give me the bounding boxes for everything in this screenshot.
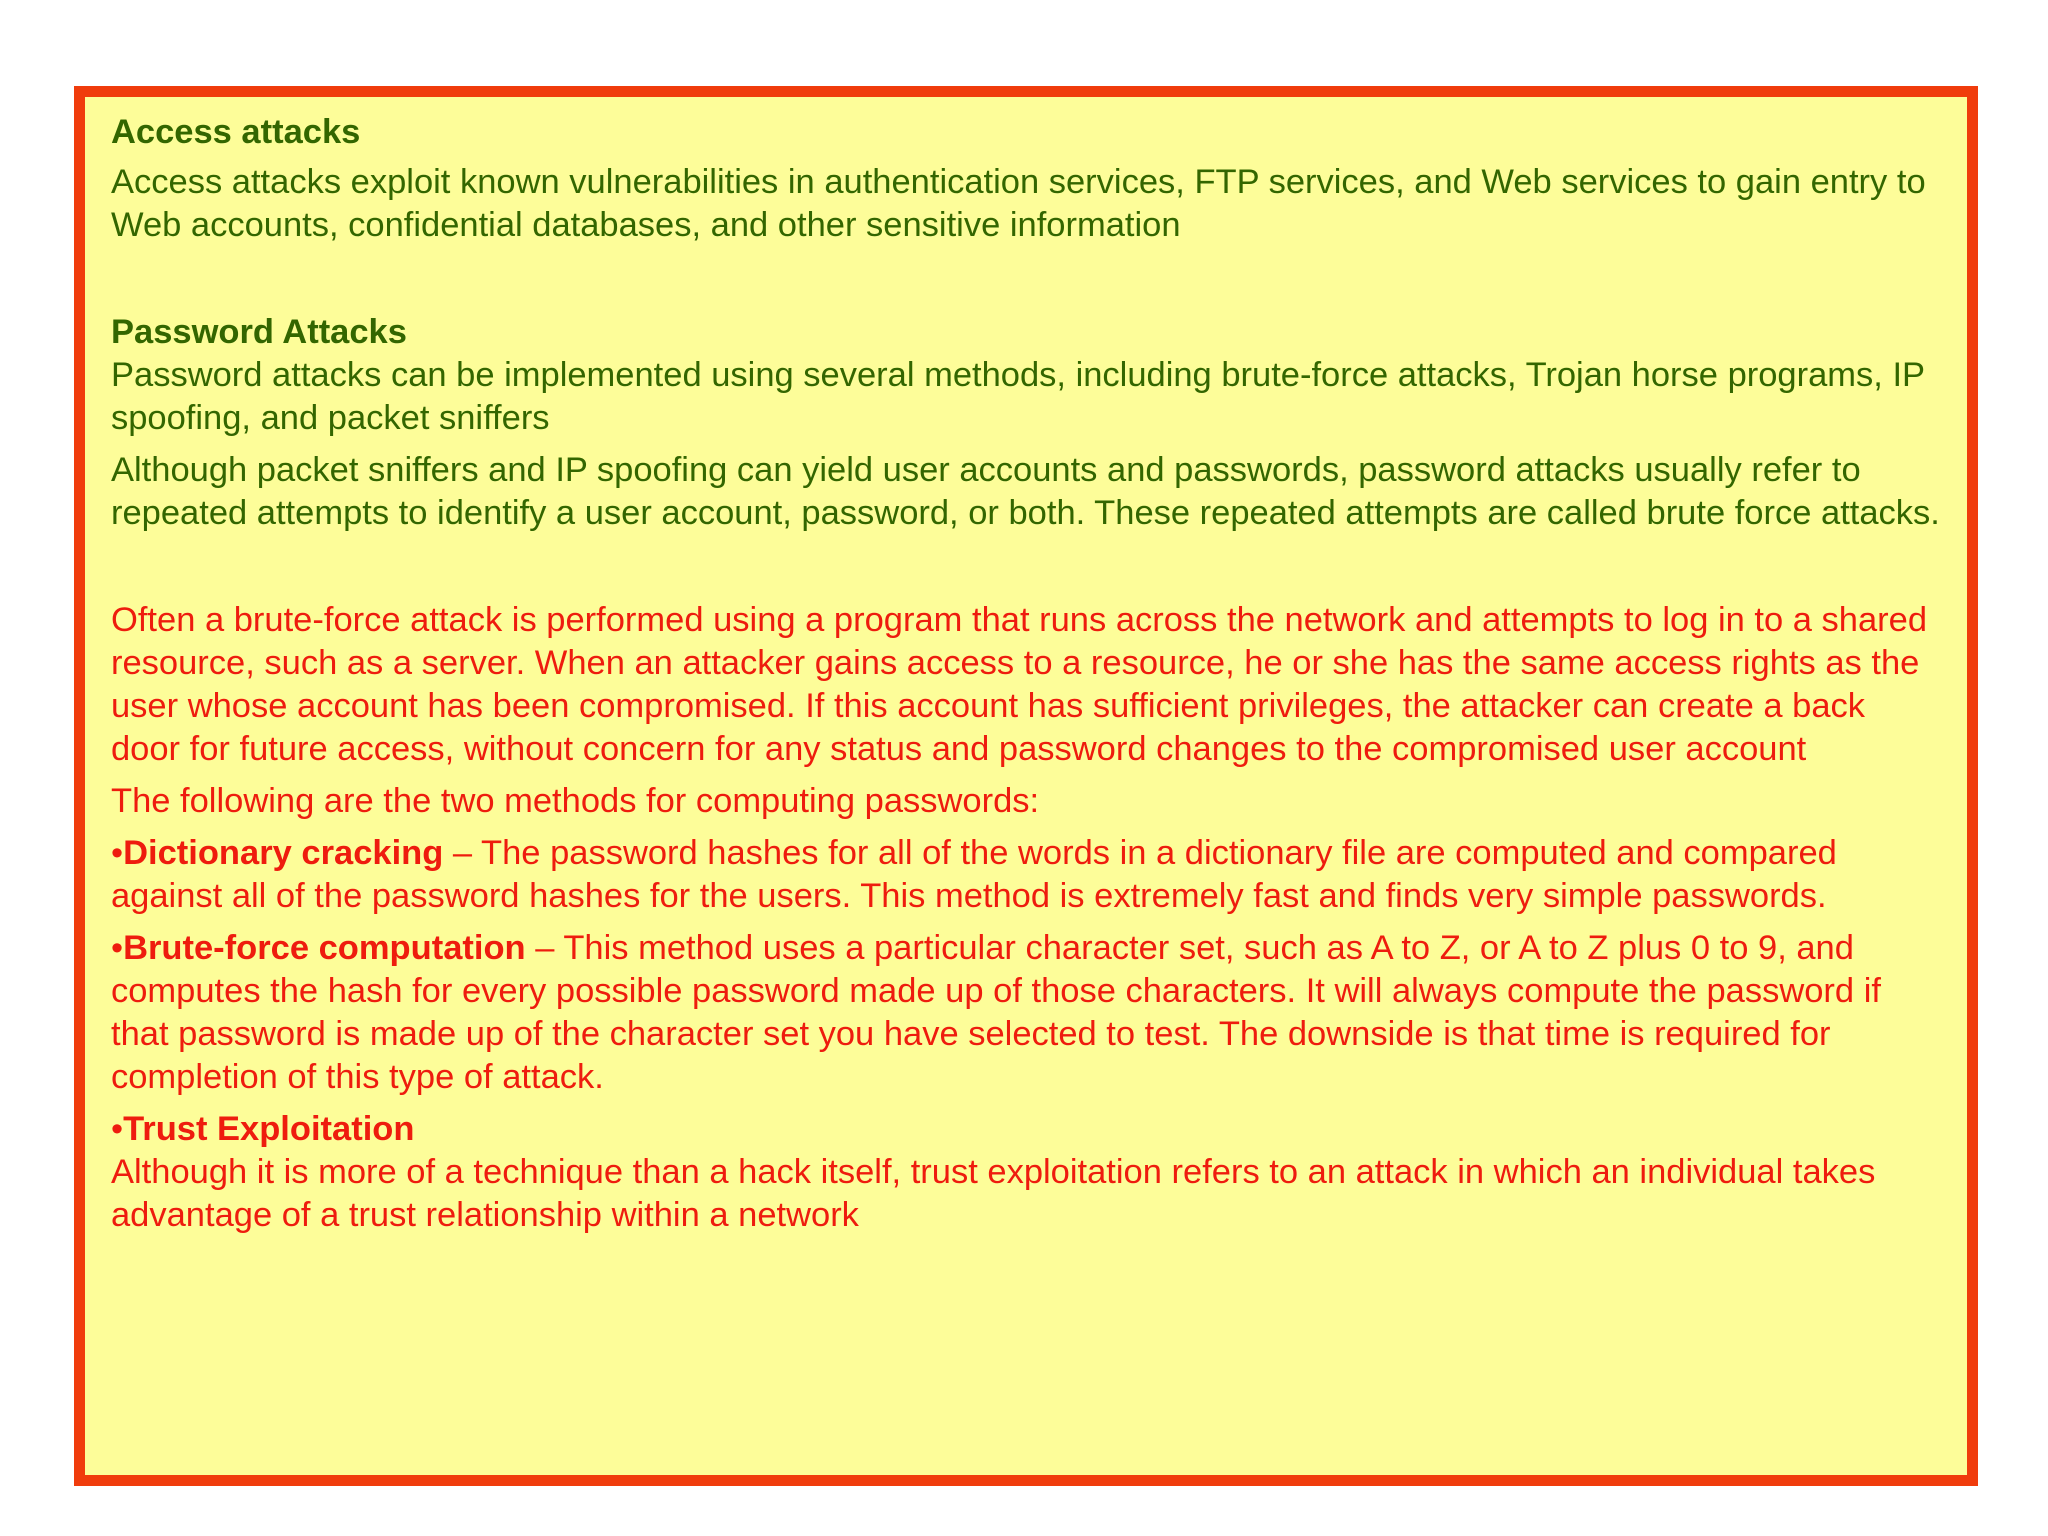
access-attacks-paragraph: Access attacks exploit known vulnerabilities in authentication services, FTP services, and Web services to gain entry to Web accounts, confidential databases, and other sensitive information [111,163,1926,244]
password-attacks-paragraph: Password attacks can be implemented using several methods, including brute-force attacks, Trojan horse programs, IP spoofing, and packet sniffers [111,356,1925,437]
trust-exploitation-term: Trust Exploitation [123,1110,415,1148]
bullet-mark: • [111,929,124,967]
slide-frame [74,86,1978,1486]
trust-exploitation-paragraph: Although it is more of a technique than a hack itself, trust exploitation refers to an attack in which an individual takes advantage of a trust relationship within a network [111,1153,1876,1234]
brute-force-computation-item [111,927,1941,1099]
dictionary-cracking-text: – The password hashes for all of the words in a dictionary file are computed and compared against all of the password hashes for the users. This method is extremely fast and finds very simple passwords. [111,834,1837,915]
dictionary-cracking-term: Dictionary cracking [123,834,444,872]
access-attacks-heading: Access attacks [111,113,361,151]
brute-force-computation-text: – This method uses a particular character set, such as A to Z, or A to Z plus 0 to 9, and computes the hash for every possible password made up of those characters. It will always compute the password if that password is made up of the character set you have selected to test. The downside is that time is required for completion of this type of attack. [111,929,1881,1096]
bullet-mark: • [111,1110,124,1148]
brute-force-program-paragraph: Often a brute-force attack is performed using a program that runs across the network and attempts to log in to a shared resource, such as a server. When an attacker gains access to a resource, he or she has the same access rights as the user whose account has been compromised. If this account has sufficient privileges, the attacker can create a back door for future access, without concern for any status and password changes to the compromised user account [111,601,1928,768]
trust-exploitation-heading [111,1108,1941,1151]
bullet-mark: • [111,834,124,872]
dictionary-cracking-item [111,832,1941,918]
password-attacks-heading: Password Attacks [111,313,407,351]
brute-force-computation-term: Brute-force computation [123,929,526,967]
methods-intro-paragraph: The following are the two methods for computing passwords: [111,782,1040,820]
brute-force-definition-paragraph: Although packet sniffers and IP spoofing can yield user accounts and passwords, password attacks usually refer to repeated attempts to identify a user account, password, or both. These repeated attempts are called brute force attacks. [111,451,1940,532]
